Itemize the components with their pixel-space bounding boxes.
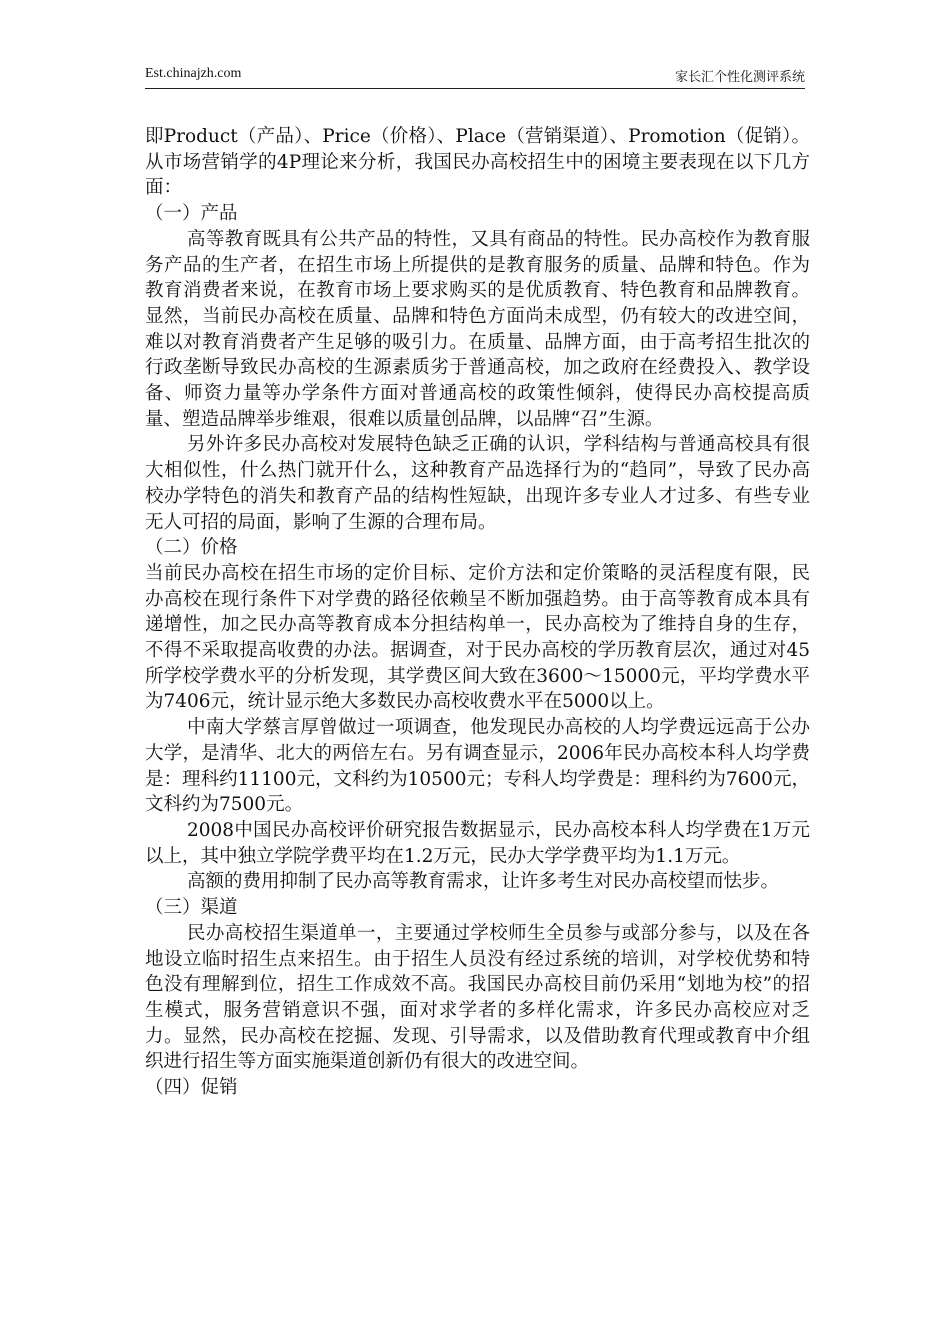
intro-paragraph: 即Product（产品）、Price（价格）、Place（营销渠道）、Promotion（促销）。从市场营销学的4P理论来分析，我国民办高校招生中的困境主要表现在以下几方面： [145,126,810,199]
site-url: Est.chinajzh.com [145,66,242,81]
price-paragraph-3: 2008中国民办高校评价研究报告数据显示，民办高校本科人均学费在1万元以上，其中独立学院学费平均在1.2万元，民办大学学费平均为1.1万元。 [145,819,810,867]
price-paragraph-1: 当前民办高校在招生市场的定价目标、定价方法和定价策略的灵活程度有限，民办高校在现行条件下对学费的路径依赖呈不断加强趋势。由于高等教育成本具有递增性，加之民办高等教育成本分担结构单一，民办高校为了维持自身的生存，不得不采取提高收费的办法。据调查，对于民办高校的学历教育层次，通过对45所学校学费水平的分析发现，其学费区间大致在3600～15000元，平均学费水平为7406元，统计显示绝大多数民办高校收费水平在5000以上。 [145,562,810,713]
system-name: 家长汇个性化测评系统 [674,70,805,85]
section-heading-product: （一）产品 [145,203,238,225]
price-paragraph-2: 中南大学蔡言厚曾做过一项调查，他发现民办高校的人均学费远远高于公办大学，是清华、北大的两倍左右。另有调查显示，2006年民办高校本科人均学费是：理科约11100元，文科约为10500元；专科人均学费是：理科约为7600元，文科约为7500元。 [145,717,810,816]
document-body [145,124,810,1101]
section-heading-price: （二）价格 [145,537,238,559]
product-paragraph-1: 高等教育既具有公共产品的特性，又具有商品的特性。民办高校作为教育服务产品的生产者，在招生市场上所提供的是教育服务的质量、品牌和特色。作为教育消费者来说，在教育市场上要求购买的是优质教育、特色教育和品牌教育。显然，当前民办高校在质量、品牌和特色方面尚未成型，仍有较大的改进空间，难以对教育消费者产生足够的吸引力。在质量、品牌方面，由于高考招生批次的行政垄断导致民办高校的生源素质劣于普通高校，加之政府在经费投入、教学设备、师资力量等办学条件方面对普通高校的政策性倾斜，使得民办高校提高质量、塑造品牌举步维艰，很难以质量创品牌，以品牌“召”生源。 [145,228,810,430]
page-header [145,66,805,89]
channel-paragraph-1: 民办高校招生渠道单一，主要通过学校师生全员参与或部分参与，以及在各地设立临时招生点来招生。由于招生人员没有经过系统的培训，对学校优势和特色没有理解到位，招生工作成效不高。我国民办高校目前仍采用“划地为校”的招生模式，服务营销意识不强，面对求学者的多样化需求，许多民办高校应对乏力。显然，民办高校在挖掘、发现、引导需求，以及借助教育代理或教育中介组织进行招生等方面实施渠道创新仍有很大的改进空间。 [145,922,810,1073]
section-heading-channel: （三）渠道 [145,897,238,919]
product-paragraph-2: 另外许多民办高校对发展特色缺乏正确的认识，学科结构与普通高校具有很大相似性，什么热门就开什么，这种教育产品选择行为的“趋同”，导致了民办高校办学特色的消失和教育产品的结构性短缺，出现许多专业人才过多、有些专业无人可招的局面，影响了生源的合理布局。 [145,434,810,533]
section-heading-promotion: （四）促销 [145,1077,238,1099]
price-paragraph-4: 高额的费用抑制了民办高等教育需求，让许多考生对民办高校望而怯步。 [187,871,780,893]
